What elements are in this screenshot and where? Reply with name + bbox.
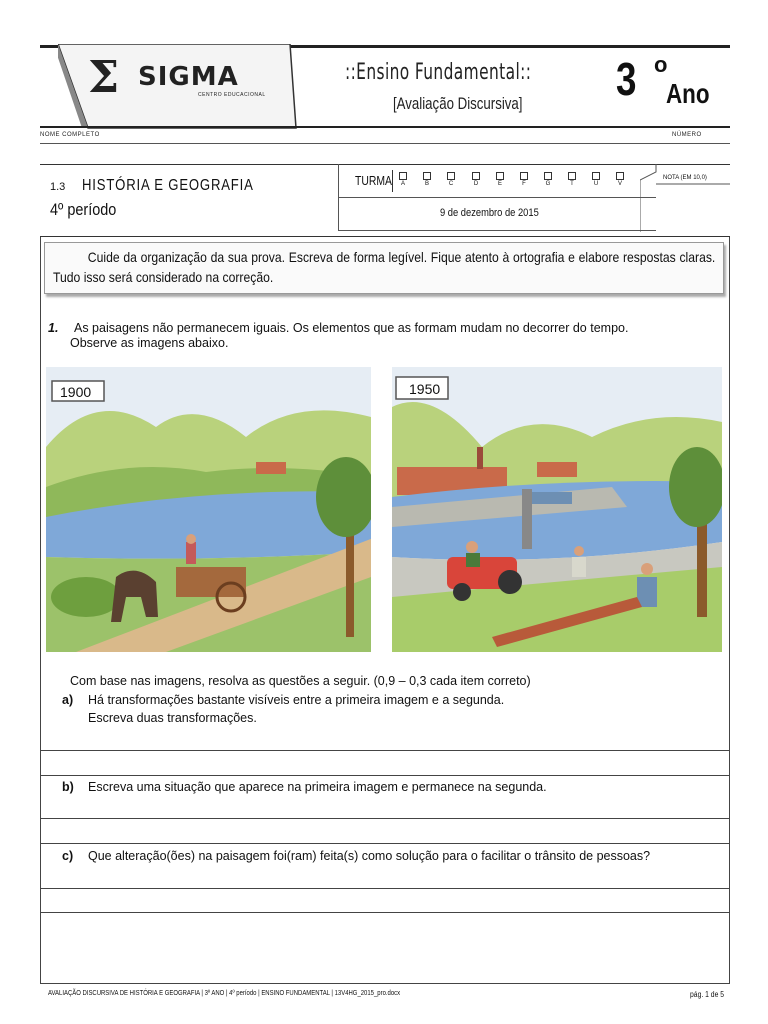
checkbox[interactable]	[472, 172, 480, 180]
answer-line-a1[interactable]	[40, 750, 730, 751]
header-bottom-rule	[40, 126, 730, 128]
turma-option[interactable]: F	[519, 172, 529, 187]
answer-line-b1[interactable]	[40, 818, 730, 819]
answer-line-b2[interactable]	[40, 843, 730, 844]
landscape-1950-image	[392, 367, 722, 652]
answer-line-c2[interactable]	[40, 912, 730, 913]
landscape-1900-image	[46, 367, 371, 652]
checkbox[interactable]	[616, 172, 624, 180]
subquestion-a-line2: Escreva duas transformações.	[88, 711, 257, 725]
logo-text: SIGMA	[138, 62, 239, 92]
checkbox[interactable]	[520, 172, 528, 180]
subject-name: HISTÓRIA E GEOGRAFIA	[82, 177, 254, 194]
number-field-label: NÚMERO	[672, 132, 702, 138]
turma-option[interactable]: T	[567, 172, 577, 187]
checkbox[interactable]	[496, 172, 504, 180]
question-text-line1: As paisagens não permanecem iguais. Os elementos que as formam mudam no decorrer do tempo.	[74, 321, 629, 335]
instructions-box	[44, 242, 724, 294]
instructions-text: Cuide da organização da sua prova. Escreva de forma legível. Fique atento à ortografia e elabore respostas claras. Tudo isso será considerado na correção.	[53, 249, 716, 285]
sigma-logo-icon: Σ	[88, 52, 120, 103]
checkbox[interactable]	[399, 172, 407, 180]
subquestion-instruction: Com base nas imagens, resolva as questões a seguir. (0,9 – 0,3 cada item correto)	[70, 674, 531, 688]
year-label-1950: 1950	[409, 381, 441, 397]
turma-divider	[338, 197, 656, 198]
subquestion-a-label: a)	[62, 693, 74, 707]
turma-option[interactable]: D	[471, 172, 481, 187]
question-number: 1.	[48, 321, 59, 335]
subquestion-c-label: c)	[62, 849, 74, 863]
subquestion-a-line1: Há transformações bastante visíveis entre a primeira imagem e a segunda.	[88, 693, 505, 707]
answer-line-a2[interactable]	[40, 775, 730, 776]
name-field-rule[interactable]	[40, 143, 730, 144]
checkbox[interactable]	[568, 172, 576, 180]
subquestion-c-text: Que alteração(ões) na paisagem foi(ram) feita(s) como solução para o facilitar o trânsito de pessoas?	[88, 849, 651, 863]
checkbox[interactable]	[447, 172, 455, 180]
turma-option[interactable]: G	[543, 172, 553, 187]
turma-option[interactable]: U	[591, 172, 601, 187]
question-text-line2: Observe as imagens abaixo.	[70, 336, 229, 350]
answer-line-c1[interactable]	[40, 888, 730, 889]
checkbox[interactable]	[423, 172, 431, 180]
subquestion-b-text: Escreva uma situação que aparece na primeira imagem e permanece na segunda.	[88, 780, 547, 794]
subject-period: 4º período	[50, 200, 117, 219]
subject-code: 1.3	[50, 181, 66, 193]
content-top-rule	[40, 236, 730, 237]
subquestion-b-label: b)	[62, 780, 74, 794]
turma-option[interactable]: E	[495, 172, 505, 187]
page-number: pág. 1 de 5	[690, 990, 725, 999]
page-title: ::Ensino Fundamental::	[345, 60, 532, 85]
checkbox[interactable]	[544, 172, 552, 180]
logo-subtitle: CENTRO EDUCACIONAL	[198, 92, 266, 98]
turma-option[interactable]: C	[446, 172, 456, 187]
grade-word: Ano	[666, 78, 710, 109]
grade-superscript: o	[654, 52, 668, 77]
checkbox[interactable]	[592, 172, 600, 180]
page-subtitle: [Avaliação Discursiva]	[393, 94, 523, 113]
turma-separator	[392, 170, 393, 192]
turma-label: TURMA	[355, 173, 392, 188]
turma-option[interactable]: V	[615, 172, 625, 187]
exam-date: 9 de dezembro de 2015	[440, 207, 539, 219]
name-field-label: NOME COMPLETO	[40, 132, 100, 138]
grade-number: 3	[616, 53, 637, 105]
nota-label: NOTA (EM 10,0)	[663, 175, 707, 181]
footer-text: AVALIAÇÃO DISCURSIVA DE HISTÓRIA E GEOGRAFIA | 3º ANO | 4º período | ENSINO FUNDAMENTAL | 13V4HG_2015_pro.docx	[48, 990, 401, 997]
turma-option[interactable]: A	[398, 172, 408, 187]
logo	[58, 44, 288, 128]
turma-option[interactable]: B	[422, 172, 432, 187]
year-label-1900: 1900	[60, 384, 92, 400]
